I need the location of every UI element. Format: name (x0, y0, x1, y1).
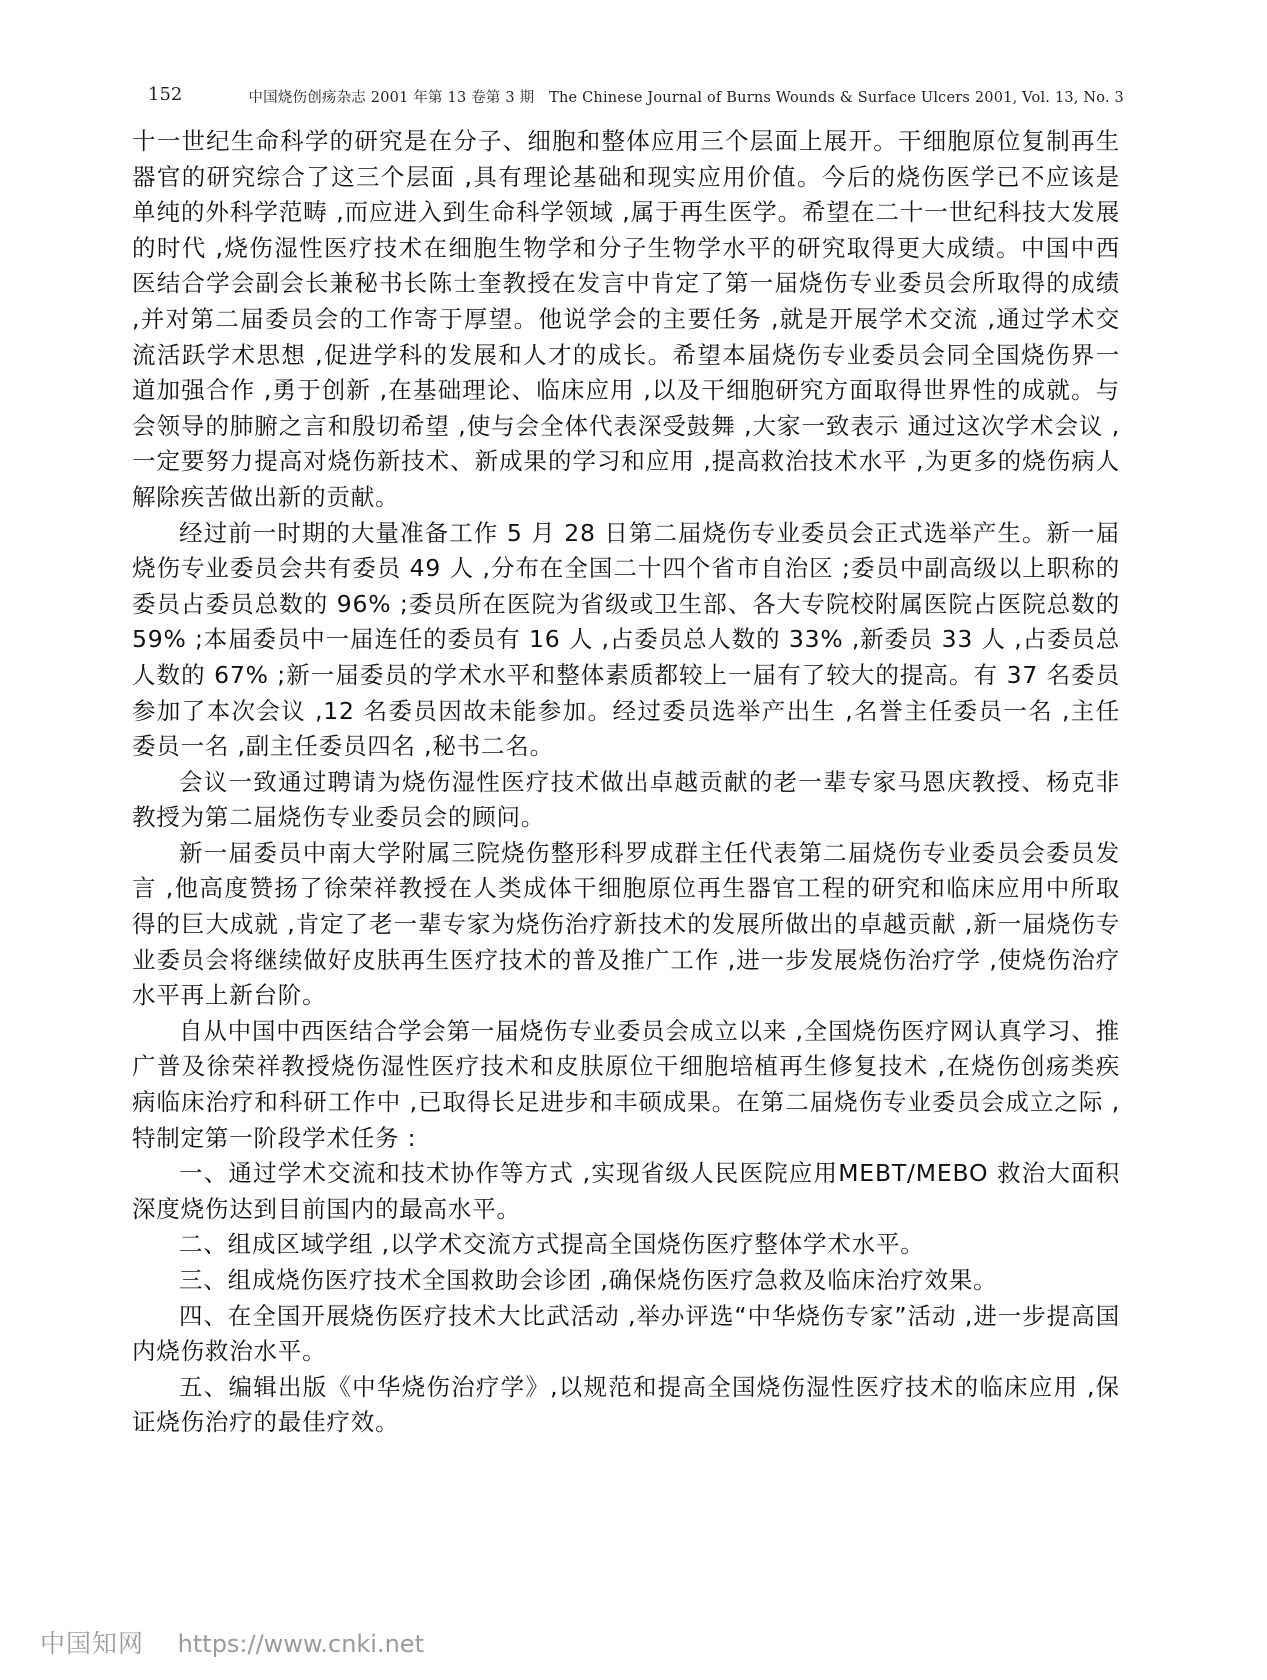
article-body (132, 124, 1120, 1441)
paragraph-speech: 新一届委员中南大学附属三院烧伤整形科罗成群主任代表第二届烧伤专业委员会委员发言 ,他高度赞扬了徐荣祥教授在人类成体干细胞原位再生器官工程的研究和临床应用中所取得的巨大成就 ,肯定了老一辈专家为烧伤治疗新技术的发展所做出的卓越贡献 ,新一届烧伤专业委员会将继续做好皮肤再生医疗技术的普及推广工作 ,进一步发展烧伤治疗学 ,使烧伤治疗水平再上新台阶。 (132, 838, 1120, 1010)
task-item-2: 二、组成区域学组 ,以学术交流方式提高全国烧伤医疗整体学术水平。 (179, 1230, 925, 1259)
cnki-logo: 中国知网 (40, 1629, 145, 1658)
paragraph-advisors: 会议一致通过聘请为烧伤湿性医疗技术做出卓越贡献的老一辈专家马恩庆教授、杨克非教授为第二届烧伤专业委员会的顾问。 (132, 767, 1120, 832)
task-item-3: 三、组成烧伤医疗技术全国救助会诊团 ,确保烧伤医疗急救及临床治疗效果。 (179, 1266, 998, 1294)
task-item-5: 五、编辑出版《中华烧伤治疗学》,以规范和提高全国烧伤湿性医疗技术的临床应用 ,保证烧伤治疗的最佳疗效。 (132, 1372, 1120, 1437)
journal-title-cn: 中国烧伤创疡杂志 2001 年第 13 卷第 3 期 (248, 90, 535, 106)
paragraph-election: 经过前一时期的大量准备工作 5 月 28 日第二届烧伤专业委员会正式选举产生。新一届烧伤专业委员会共有委员 49 人 ,分布在全国二十四个省市自治区 ;委员中副高级以上职称的委员占委员总数的 96% ;委员所在医院为省级或卫生部、各大专院校附属医院占医院总数的 59% ;本届委员中一届连任的委员有 16 人 ,占委员总人数的 33% ,新委员 33 人 ,占委员总人数的 67% ;新一届委员的学术水平和整体素质都较上一届有了较大的提高。有 37 名委员参加了本次会议 ,12 名委员因故未能参加。经过委员选举产出生 ,名誉主任委员一名 ,主任委员一名 ,副主任委员四名 ,秘书二名。 (132, 518, 1120, 761)
watermark (40, 1624, 424, 1664)
task-item-4: 四、在全国开展烧伤医疗技术大比武活动 ,举办评选“中华烧伤专家”活动 ,进一步提高国内烧伤救治水平。 (132, 1301, 1120, 1366)
cnki-url: https://www.cnki.net (177, 1630, 424, 1658)
page-number: 152 (148, 84, 183, 105)
journal-citation (248, 86, 1124, 107)
task-item-1: 一、通过学术交流和技术协作等方式 ,实现省级人民医院应用MEBT/MEBO 救治大面积深度烧伤达到目前国内的最高水平。 (132, 1159, 1120, 1223)
paragraph-continued: 十一世纪生命科学的研究是在分子、细胞和整体应用三个层面上展开。干细胞原位复制再生器官的研究综合了这三个层面 ,具有理论基础和现实应用价值。今后的烧伤医学已不应该是单纯的外科学范畴 ,而应进入到生命科学领域 ,属于再生医学。希望在二十一世纪科技大发展的时代 ,烧伤湿性医疗技术在细胞生物学和分子生物学水平的研究取得更大成绩。中国中西医结合学会副会长兼秘书长陈士奎教授在发言中肯定了第一届烧伤专业委员会所取得的成绩 ,并对第二届委员会的工作寄于厚望。他说学会的主要任务 ,就是开展学术交流 ,通过学术交流活跃学术思想 ,促进学科的发展和人才的成长。希望本届烧伤专业委员会同全国烧伤界一道加强合作 ,勇于创新 ,在基础理论、临床应用 ,以及干细胞研究方面取得世界性的成就。与会领导的肺腑之言和殷切希望 ,使与会全体代表深受鼓舞 ,大家一致表示 通过这次学术会议 ,一定要努力提高对烧伤新技术、新成果的学习和应用 ,提高救治技术水平 ,为更多的烧伤病人解除疾苦做出新的贡献。 (132, 127, 1120, 511)
journal-title-en: The Chinese Journal of Burns Wounds & Surface Ulcers 2001, Vol. 13, No. 3 (549, 90, 1124, 106)
running-header (148, 84, 1124, 110)
paragraph-tasks-intro: 自从中国中西医结合学会第一届烧伤专业委员会成立以来 ,全国烧伤医疗网认真学习、推广普及徐荣祥教授烧伤湿性医疗技术和皮肤原位干细胞培植再生修复技术 ,在烧伤创疡类疾病临床治疗和科研工作中 ,已取得长足进步和丰硕成果。在第二届烧伤专业委员会成立之际 ,特制定第一阶段学术任务 : (132, 1016, 1120, 1152)
